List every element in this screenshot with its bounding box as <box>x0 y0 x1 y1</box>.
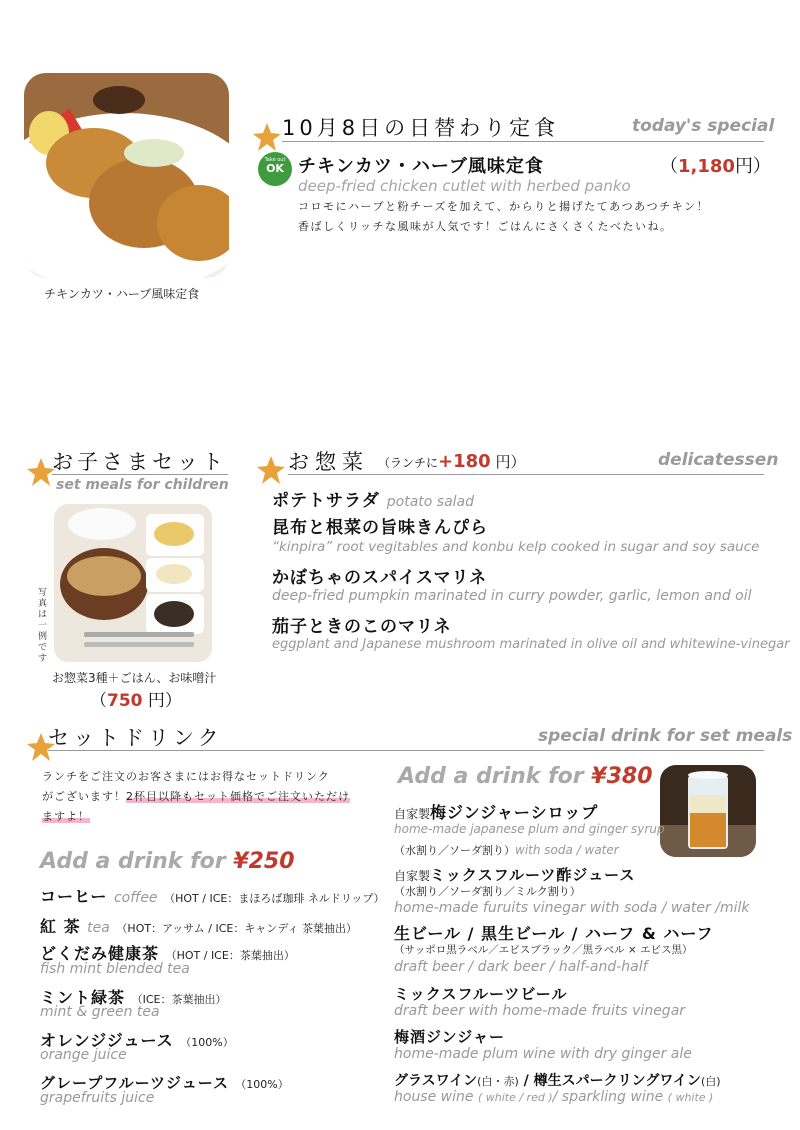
deli-english-heading: delicatessen <box>658 450 779 470</box>
drink-draft-beer-note: （サッポロ黒ラベル／エビスブラック／黒ラベル × エビス黒） <box>394 944 693 956</box>
kids-price: （750 円） <box>90 691 182 711</box>
drink-fruits-vinegar-juice-english: home-made furuits vinegar with soda / water /milk <box>394 900 750 916</box>
drink-tea: 紅 茶 tea （HOT：アッサム / ICE：キャンディ 茶葉抽出） <box>40 917 357 936</box>
deli-item-pumpkin: かぼちゃのスパイスマリネ <box>272 568 488 588</box>
drink-fruits-vinegar-juice-note: （水割り／ソーダ割り／ミルク割り） <box>394 885 581 898</box>
set-drink-english-heading: special drink for set meals <box>538 726 793 746</box>
drink-draft-beer: 生ビール / 黒生ビール / ハーフ & ハーフ <box>394 924 714 943</box>
set-drink-intro-line3: ますよ！ <box>42 810 90 823</box>
kids-title: お子さまセット <box>52 450 227 474</box>
set-drink-intro-line2: がございます！2杯目以降もセット価格でご注文いただけ <box>42 790 350 803</box>
drink-coffee: コーヒー coffee （HOT / ICE：まほろば珈琲 ネルドリップ） <box>40 887 385 906</box>
special-dish-name: チキンカツ・ハーブ風味定食 <box>298 156 544 177</box>
drink-grapefruit-juice-english: grapefruits juice <box>40 1090 155 1106</box>
deli-item-pumpkin-english: deep-fried pumpkin marinated in curry powder, garlic, lemon and oil <box>272 588 752 604</box>
kids-divider <box>52 474 228 475</box>
special-desc-line2: 香ばしくリッチな風味が人気です！ごはんにさくさくたべたいね。 <box>298 220 673 233</box>
set-drink-intro-line1: ランチをご注文のお客さまにはお得なセットドリンク <box>42 770 330 783</box>
deli-item-kinpira-english: “kinpira” root vegitables and konbu kelp cooked in sugar and soy sauce <box>272 539 760 555</box>
deli-divider <box>288 474 764 475</box>
drink-plum-wine-ginger-english: home-made plum wine with dry ginger ale <box>394 1046 692 1062</box>
takeout-ok-badge: Take out OK <box>258 152 292 186</box>
drink-plum-wine-ginger: 梅酒ジンジャー <box>394 1028 505 1046</box>
special-title: 10月8日の日替わり定食 <box>282 116 560 140</box>
deli-note: （ランチに+180 円） <box>378 451 526 472</box>
kids-photo-note: 写真は一例です <box>38 588 48 664</box>
star-icon <box>252 122 282 152</box>
deli-item-kinpira: 昆布と根菜の旨味きんぴら <box>272 518 488 538</box>
drink-mint-green-tea-english: mint & green tea <box>40 1004 160 1020</box>
drink-380-heading: Add a drink for ¥380 <box>398 764 653 789</box>
drink-dokudami-tea: どくだみ健康茶 （HOT / ICE：茶葉抽出） <box>40 944 295 963</box>
drink-draft-beer-english: draft beer / dark beer / half-and-half <box>394 959 648 975</box>
kids-caption: お惣菜3種＋ごはん、お味噌汁 <box>52 671 217 685</box>
chicken-cutlet-photo <box>24 73 229 278</box>
special-price: （1,180円） <box>660 156 771 177</box>
drink-wine: グラスワイン(白・赤) / 樽生スパークリングワイン(白) <box>394 1073 721 1089</box>
drink-wine-english: house wine ( white / red )/ sparkling wine ( white ) <box>394 1089 714 1105</box>
drink-orange-juice: オレンジジュース （100%） <box>40 1031 234 1050</box>
star-icon <box>256 455 286 485</box>
deli-item-eggplant-english: eggplant and Japanese mushroom marinated in olive oil and whitewine-vinegar <box>272 637 790 652</box>
set-drink-title: セットドリンク <box>48 726 223 750</box>
set-drink-divider <box>48 750 764 751</box>
drink-plum-ginger-syrup-note: （水割り／ソーダ割り）with soda / water <box>394 843 619 857</box>
drink-dokudami-tea-english: fish mint blended tea <box>40 961 190 977</box>
drink-fruits-beer-english: draft beer with home-made fruits vinegar <box>394 1003 686 1019</box>
deli-item-eggplant: 茄子ときのこのマリネ <box>272 617 452 637</box>
kids-english-heading: set meals for children <box>56 477 229 493</box>
drink-250-heading: Add a drink for ¥250 <box>40 849 295 874</box>
deli-item-potato-salad: ポテトサラダ potato salad <box>272 491 475 511</box>
drink-fruits-vinegar-juice: 自家製ミックスフルーツ酢ジュース <box>394 866 636 884</box>
drink-plum-ginger-syrup: 自家製梅ジンジャーシロップ <box>394 803 599 822</box>
drink-orange-juice-english: orange juice <box>40 1047 127 1063</box>
special-divider <box>282 141 764 142</box>
drink-grapefruit-juice: グレープフルーツジュース （100%） <box>40 1074 289 1092</box>
special-dish-english: deep-fried chicken cutlet with herbed panko <box>298 177 631 195</box>
plum-ginger-drink-photo <box>660 765 756 857</box>
special-photo-caption: チキンカツ・ハーブ風味定食 <box>44 287 200 301</box>
deli-title: お惣菜 <box>288 450 369 474</box>
special-desc-line1: コロモにハーブと粉チーズを加えて、からりと揚げたてあつあつチキン！ <box>298 200 710 213</box>
drink-fruits-beer: ミックスフルーツビール <box>394 985 568 1003</box>
drink-mint-green-tea: ミント緑茶 （ICE：茶葉抽出） <box>40 988 227 1007</box>
special-english-heading: today's special <box>632 116 775 136</box>
drink-plum-ginger-syrup-english: home-made japanese plum and ginger syrup <box>394 822 665 836</box>
kids-set-photo <box>54 504 212 662</box>
